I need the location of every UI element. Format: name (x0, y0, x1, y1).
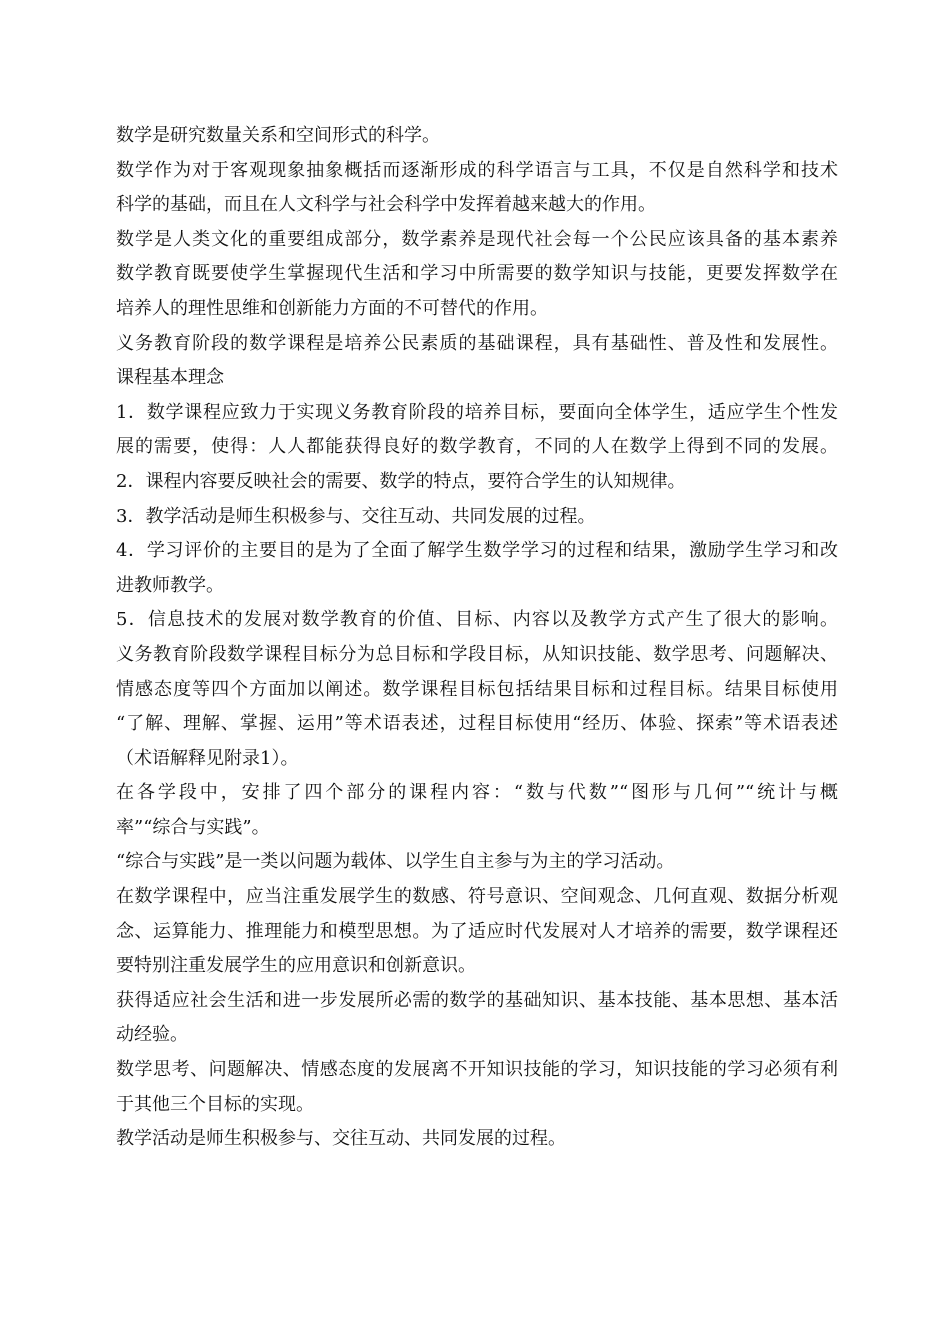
text-line: 获得适应社会生活和进一步发展所必需的数学的基础知识、基本技能、基本思想、基本活 (116, 989, 838, 1011)
text-line: 情感态度等四个方面加以阐述。数学课程目标包括结果目标和过程目标。结果目标使用 (116, 678, 838, 700)
text-line: 2．课程内容要反映社会的需要、数学的特点，要符合学生的认知规律。 (116, 470, 686, 492)
text-line: （术语解释见附录1）。 (116, 747, 299, 769)
text-line: 教学活动是师生积极参与、交往互动、共同发展的过程。 (116, 1128, 566, 1150)
text-line: 4．学习评价的主要目的是为了全面了解学生数学学习的过程和结果，激励学生学习和改 (116, 540, 838, 562)
text-line: 科学的基础，而且在人文科学与社会科学中发挥着越来越大的作用。 (116, 194, 656, 216)
document-body (116, 119, 838, 1157)
text-line: 数学思考、问题解决、情感态度的发展离不开知识技能的学习，知识技能的学习必须有利 (116, 1059, 838, 1081)
text-line: 动经验。 (116, 1024, 188, 1046)
text-line: “综合与实践”是一类以问题为载体、以学生自主参与为主的学习活动。 (116, 851, 675, 873)
text-line: 率”“综合与实践”。 (116, 816, 270, 838)
text-line: 培养人的理性思维和创新能力方面的不可替代的作用。 (116, 297, 548, 319)
text-line: 1．数学课程应致力于实现义务教育阶段的培养目标，要面向全体学生，适应学生个性发 (116, 401, 838, 423)
text-line: 在数学课程中，应当注重发展学生的数感、符号意识、空间观念、几何直观、数据分析观 (116, 886, 838, 908)
text-line: 数学教育既要使学生掌握现代生活和学习中所需要的数学知识与技能，更要发挥数学在 (116, 263, 838, 285)
text-line: 展的需要，使得：人人都能获得良好的数学教育，不同的人在数学上得到不同的发展。 (116, 436, 838, 458)
text-line: 数学作为对于客观现象抽象概括而逐渐形成的科学语言与工具，不仅是自然科学和技术 (116, 159, 838, 181)
text-line: 义务教育阶段数学课程目标分为总目标和学段目标，从知识技能、数学思考、问题解决、 (116, 643, 838, 665)
text-line: 进教师教学。 (116, 574, 224, 596)
text-line: 于其他三个目标的实现。 (116, 1093, 314, 1115)
text-line: 义务教育阶段的数学课程是培养公民素质的基础课程，具有基础性、普及性和发展性。 (116, 332, 838, 354)
text-line: 念、运算能力、推理能力和模型思想。为了适应时代发展对人才培养的需要，数学课程还 (116, 920, 838, 942)
text-line: 数学是研究数量关系和空间形式的科学。 (116, 125, 440, 146)
text-line: 5．信息技术的发展对数学教育的价值、目标、内容以及教学方式产生了很大的影响。 (116, 609, 838, 631)
text-line: 数学是人类文化的重要组成部分，数学素养是现代社会每一个公民应该具备的基本素养 (116, 228, 838, 250)
text-line: 在各学段中，安排了四个部分的课程内容：“数与代数”“图形与几何”“统计与概 (116, 782, 838, 804)
text-line: “了解、理解、掌握、运用”等术语表述，过程目标使用“经历、体验、探索”等术语表述 (116, 713, 838, 735)
text-line: 要特别注重发展学生的应用意识和创新意识。 (116, 955, 476, 977)
text-line: 3．教学活动是师生积极参与、交往互动、共同发展的过程。 (116, 505, 596, 527)
section-heading: 课程基本理念 (116, 367, 224, 389)
